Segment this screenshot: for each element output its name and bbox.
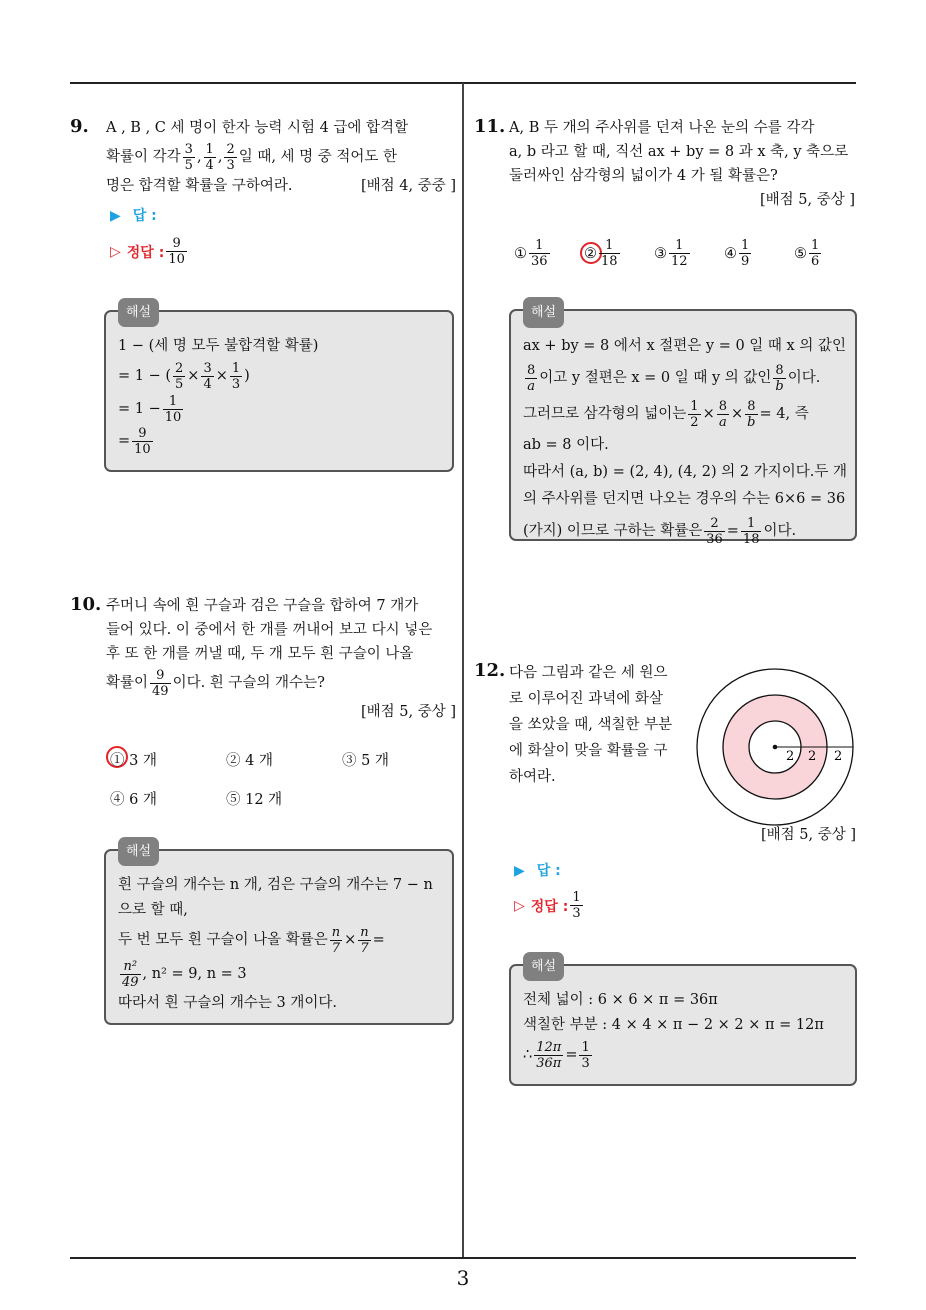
q11-choice-1[interactable]: ① $\frac{1}{36}$ — [514, 238, 548, 269]
q10-line4: 확률이 $\frac{9}{49}$ 이다. 흰 구슬의 개수는? — [106, 667, 325, 699]
q12-line4: 에 화살이 맞을 확률을 구 — [509, 743, 668, 759]
q9-correct-answer: ▷ 정답 : $\frac{9}{10}$ — [110, 236, 185, 267]
q11-sol3: 그러므로 삼각형의 넓이는 $\frac{1}{2}$ × $\frac{8}{a}$ × $\frac{8}{b}$ = 4, 즉 — [523, 398, 809, 430]
q12-text — [509, 660, 689, 790]
q9-line3: 명은 합격할 확률을 구하여라. — [106, 178, 293, 194]
center-dot — [773, 745, 778, 750]
q9-line2-post: 일 때, 세 명 중 적어도 한 — [238, 149, 398, 165]
radius-label-1: 2 — [786, 749, 795, 764]
q11-choice-4[interactable]: ④ $\frac{1}{9}$ — [724, 238, 750, 269]
q11-choice-5[interactable]: ⑤ $\frac{1}{6}$ — [794, 238, 820, 269]
q9-frac2: $\frac{1}{4}$ — [205, 141, 214, 173]
q11-number: 11. — [474, 116, 506, 137]
q9-number: 9. — [70, 116, 89, 137]
q12-line5: 하여라. — [509, 769, 556, 785]
q11-choice-3[interactable]: ③ $\frac{1}{12}$ — [654, 238, 688, 269]
q12-score: [배점 5, 중상 ] — [760, 827, 856, 843]
q10-text — [106, 594, 456, 724]
q12-correct-frac: $\frac{1}{3}$ — [572, 890, 581, 921]
q9-line2-pre: 확률이 각각 — [106, 149, 181, 165]
triangle-outline-icon: ▷ — [110, 243, 121, 260]
solution-tag: 해설 — [523, 952, 564, 981]
q12-sol3: ∴ $\frac{12\pi}{36\pi}$ = $\frac{1}{3}$ — [523, 1039, 590, 1071]
q10-choice-3[interactable]: ③ 5 개 — [342, 753, 389, 769]
q12-solution-box — [509, 959, 857, 1086]
q11-solution-box — [509, 305, 857, 547]
q9-frac1: $\frac{3}{5}$ — [184, 141, 193, 173]
q10-choice-4[interactable]: ④ 6 개 — [110, 792, 157, 808]
q10-sol5: 따라서 흰 구슬의 개수는 3 개이다. — [118, 995, 337, 1011]
q10-score: [배점 5, 중상 ] — [360, 704, 456, 720]
q11-score: [배점 5, 중상 ] — [759, 192, 855, 208]
solution-tag: 해설 — [118, 298, 159, 327]
q11-line2: a, b 라고 할 때, 직선 ax + by = 8 과 x 축, y 축으로 — [509, 144, 849, 160]
q12-number: 12. — [474, 660, 506, 681]
q9-text — [106, 116, 456, 198]
q10-solution-box — [104, 844, 454, 1025]
q9-sep1: , — [196, 149, 202, 165]
q11-text — [509, 116, 855, 212]
solution-tag: 해설 — [118, 837, 159, 866]
q9-answer-label: ▶ 답 : — [110, 208, 157, 224]
q11-sol2: $\frac{8}{a}$ 이고 y 절편은 x = 0 일 때 y 의 값인 $\frac{8}{b}$ 이다. — [527, 362, 821, 394]
q9-line2 — [106, 140, 456, 174]
q10-line2: 들어 있다. 이 중에서 한 개를 꺼내어 보고 다시 넣은 — [106, 622, 433, 638]
q10-sol3: 두 번 모두 흰 구슬이 나올 확률은 $\frac{n}{7}$ × $\frac{n}{7}$ = — [118, 924, 385, 956]
q12-line2: 로 이루어진 과녁에 화살 — [509, 691, 663, 707]
q9-sep2: , — [217, 149, 223, 165]
q11-sol1: ax + by = 8 에서 x 절편은 y = 0 일 때 x 의 값인 — [523, 338, 846, 354]
target-figure — [696, 668, 856, 828]
q9-score: [배점 4, 중중 ] — [360, 178, 456, 194]
q9-correct-frac: $\frac{9}{10}$ — [168, 236, 185, 267]
q11-line3: 둘러싸인 삼각형의 넓이가 4 가 될 확률은? — [509, 168, 778, 184]
q12-line1: 다음 그림과 같은 세 원으 — [509, 665, 668, 681]
triangle-outline-icon: ▷ — [514, 897, 525, 914]
q10-choice-5[interactable]: ⑤ 12 개 — [226, 792, 283, 808]
q10-choice-1[interactable]: ① 3 개 — [110, 753, 157, 769]
radius-label-3: 2 — [834, 749, 843, 764]
q9-frac3: $\frac{2}{3}$ — [226, 141, 235, 173]
q12-sol2: 색칠한 부분 : 4 × 4 × π − 2 × 2 × π = 12π — [523, 1017, 824, 1033]
q12-correct-answer: ▷ 정답 : $\frac{1}{3}$ — [514, 890, 581, 921]
q10-sol1: 흰 구슬의 개수는 n 개, 검은 구슬의 개수는 7 − n — [118, 877, 433, 893]
q12-line3: 을 쏘았을 때, 색칠한 부분 — [509, 717, 673, 733]
q10-number: 10. — [70, 594, 102, 615]
q11-sol7: (가지) 이므로 구하는 확률은 $\frac{2}{36}$ = $\frac{1}{18}$ 이다. — [523, 515, 797, 547]
q9-sol2: = 1 − ( $\frac{2}{5}$ × $\frac{3}{4}$ × $\frac{1}{3}$ ) — [118, 360, 250, 392]
q11-line1: A, B 두 개의 주사위를 던져 나온 눈의 수를 각각 — [509, 120, 815, 136]
solution-tag: 해설 — [523, 297, 564, 328]
q9-sol3: = 1 − $\frac{1}{10}$ — [118, 393, 182, 425]
q9-sol4: = $\frac{9}{10}$ — [118, 425, 151, 457]
q11-sol6: 의 주사위를 던지면 나오는 경우의 수는 6×6 = 36 — [523, 491, 846, 507]
q11-sol5: 따라서 (a, b) = (2, 4), (4, 2) 의 2 가지이다.두 개 — [523, 464, 847, 480]
q10-sol2: 으로 할 때, — [118, 902, 188, 918]
q10-line1: 주머니 속에 흰 구슬과 검은 구슬을 합하여 7 개가 — [106, 598, 419, 614]
q9-solution-box — [104, 305, 454, 472]
bottom-rule — [70, 1257, 856, 1259]
q9-sol1: 1 − (세 명 모두 불합격할 확률) — [118, 338, 319, 354]
q10-line3: 후 또 한 개를 꺼낼 때, 두 개 모두 흰 구슬이 나올 — [106, 646, 414, 662]
q11-choice-2[interactable]: ② $\frac{1}{18}$ — [584, 238, 618, 269]
play-icon: ▶ — [110, 208, 121, 224]
q10-choice-2[interactable]: ② 4 개 — [226, 753, 273, 769]
q12-sol1: 전체 넓이 : 6 × 6 × π = 36π — [523, 992, 718, 1008]
q9-line1: A , B , C 세 명이 한자 능력 시험 4 급에 합격할 — [106, 120, 409, 136]
play-icon: ▶ — [514, 863, 525, 879]
q10-sol4: $\frac{\text{n²}}{49}$ , n² = 9, n = 3 — [122, 958, 247, 990]
radius-label-2: 2 — [808, 749, 817, 764]
column-divider — [462, 83, 464, 1258]
q12-answer-label: ▶ 답 : — [514, 863, 561, 879]
q11-sol4: ab = 8 이다. — [523, 437, 609, 453]
page-number: 3 — [456, 1266, 470, 1290]
